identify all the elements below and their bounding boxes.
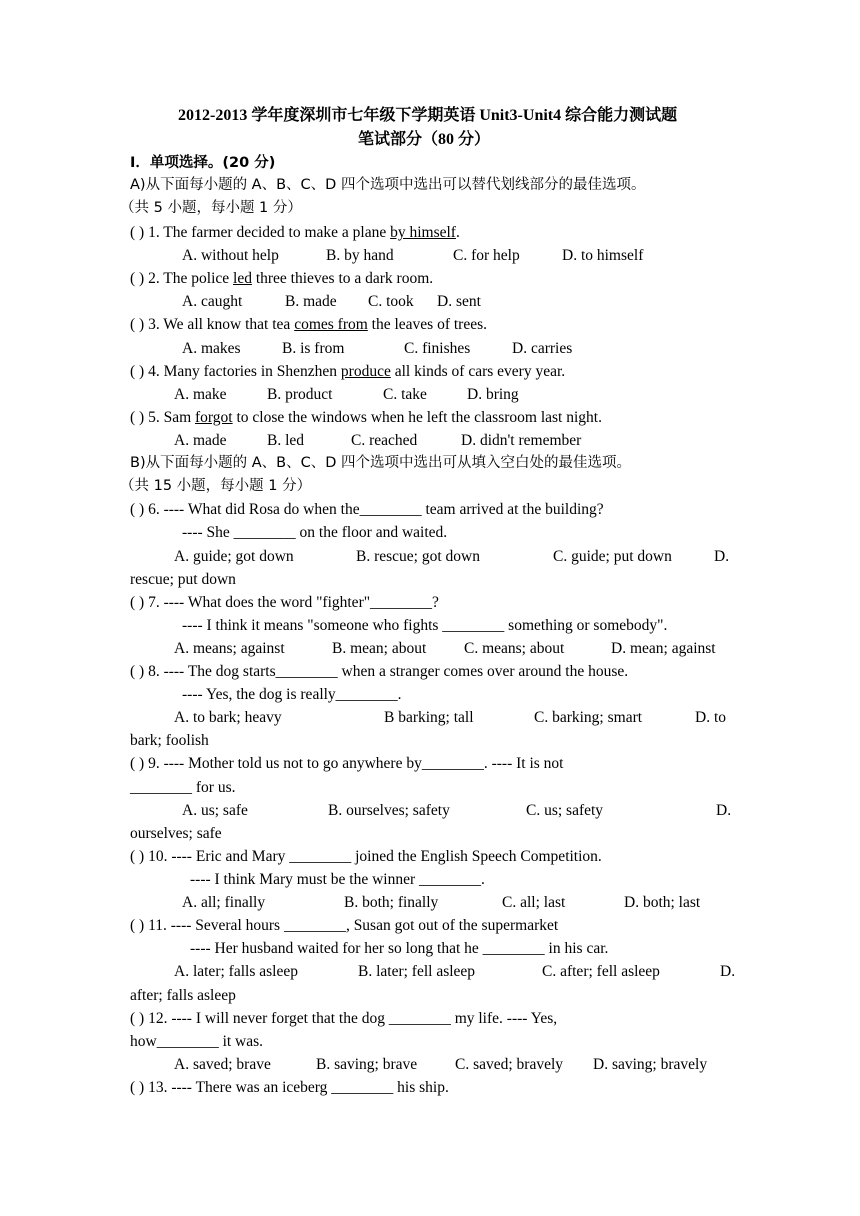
- option-d: D. both; last: [624, 894, 701, 911]
- question-12: ( ) 12. ---- I will never forget that the dog ________ my life. ---- Yes,: [130, 1010, 558, 1027]
- question-10-reply: ---- I think Mary must be the winner ________.: [190, 871, 485, 888]
- question-8: ( ) 8. ---- The dog starts________ when a stranger comes over around the house.: [130, 663, 629, 680]
- option-d: D. carries: [512, 340, 573, 357]
- option-a: A. all; finally: [182, 894, 266, 911]
- option-c: C. took: [368, 293, 414, 310]
- underlined-phrase: forgot: [195, 409, 233, 426]
- option-d: D. sent: [437, 293, 481, 310]
- option-b: B. rescue; got down: [356, 548, 480, 565]
- option-c: C. means; about: [464, 640, 565, 657]
- question-10: ( ) 10. ---- Eric and Mary ________ joined the English Speech Competition.: [130, 848, 602, 865]
- option-c: C. guide; put down: [553, 548, 672, 565]
- question-11-reply: ---- Her husband waited for her so long that he ________ in his car.: [190, 940, 609, 957]
- option-b: B barking; tall: [384, 709, 474, 726]
- question-9-stem: ( ) 9. ---- Mother told us not to go anywhere by________. ---- It is not: [130, 755, 564, 772]
- question-8-option-d-cont: bark; foolish: [130, 732, 209, 749]
- question-8-reply: ---- Yes, the dog is really________.: [182, 686, 402, 703]
- option-c: C. all; last: [502, 894, 566, 911]
- underlined-phrase: comes from: [294, 316, 368, 333]
- section-heading: I．单项选择。(20 分): [130, 155, 276, 171]
- part-b-instructions: B)从下面每小题的 A、B、C、D 四个选项中选出可从填入空白处的最佳选项。: [130, 455, 631, 471]
- option-d: D. to himself: [562, 247, 644, 264]
- option-a: A. us; safe: [182, 802, 248, 819]
- question-9-cont: ________ for us.: [130, 779, 236, 796]
- option-a: A. to bark; heavy: [174, 709, 282, 726]
- question-6-option-d-cont: rescue; put down: [130, 571, 236, 588]
- option-b: B. made: [285, 293, 337, 310]
- underlined-phrase: led: [233, 270, 252, 287]
- part-a-scoring: （共 5 小题，每小题 1 分）: [120, 200, 302, 216]
- option-c: C. for help: [453, 247, 520, 264]
- option-c: C. saved; bravely: [455, 1056, 564, 1073]
- question-7: ( ) 7. ---- What does the word "fighter"________?: [130, 594, 439, 611]
- option-c: C. take: [383, 386, 427, 403]
- question-9-option-d-cont: ourselves; safe: [130, 825, 222, 842]
- part-b-scoring: （共 15 小题，每小题 1 分）: [120, 478, 312, 494]
- option-d: D.: [714, 548, 730, 565]
- option-c: C. after; fell asleep: [542, 963, 660, 980]
- option-b: B. is from: [282, 340, 345, 357]
- underlined-phrase: by himself: [390, 224, 456, 241]
- option-c: C. us; safety: [526, 802, 604, 819]
- option-b: B. saving; brave: [316, 1056, 418, 1073]
- option-b: B. by hand: [326, 247, 394, 264]
- option-d: D. to: [695, 709, 726, 726]
- option-c: C. barking; smart: [534, 709, 643, 726]
- exam-title: 2012-2013 学年度深圳市七年级下学期英语 Unit3-Unit4 综合能力测试题: [178, 107, 678, 124]
- option-d: D. mean; against: [611, 640, 716, 657]
- option-a: A. makes: [182, 340, 241, 357]
- option-d: D. saving; bravely: [593, 1056, 708, 1073]
- option-b: B. both; finally: [344, 894, 439, 911]
- question-12-cont: how________ it was.: [130, 1033, 264, 1050]
- question-5: ( ) 5. Sam forgot to close the windows when he left the classroom last night.: [130, 409, 602, 426]
- option-a: A. means; against: [174, 640, 285, 657]
- option-b: B. ourselves; safety: [328, 802, 450, 819]
- option-d: D.: [720, 963, 736, 980]
- option-b: B. later; fell asleep: [358, 963, 476, 980]
- option-b: B. mean; about: [332, 640, 427, 657]
- option-a: A. made: [174, 432, 227, 449]
- option-c: C. finishes: [404, 340, 471, 357]
- question-7-reply: ---- I think it means "someone who fights ________ something or somebody".: [182, 617, 668, 634]
- option-a: A. saved; brave: [174, 1056, 271, 1073]
- option-a: A. later; falls asleep: [174, 963, 298, 980]
- question-3: ( ) 3. We all know that tea comes from the leaves of trees.: [130, 316, 488, 333]
- option-d: D.: [716, 802, 732, 819]
- option-b: B. led: [267, 432, 305, 449]
- exam-subtitle: 笔试部分（80 分）: [358, 131, 491, 148]
- option-a: A. guide; got down: [174, 548, 294, 565]
- question-6-reply: ---- She ________ on the floor and waited.: [182, 524, 448, 541]
- question-11: ( ) 11. ---- Several hours ________, Susan got out of the supermarket: [130, 917, 559, 934]
- option-d: D. bring: [467, 386, 519, 403]
- underlined-phrase: produce: [340, 363, 391, 380]
- question-11-option-d-cont: after; falls asleep: [130, 987, 236, 1004]
- question-4: ( ) 4. Many factories in Shenzhen produce all kinds of cars every year.: [130, 363, 566, 380]
- option-d: D. didn't remember: [461, 432, 582, 449]
- option-c: C. reached: [351, 432, 418, 449]
- part-a-instructions: A)从下面每小题的 A、B、C、D 四个选项中选出可以替代划线部分的最佳选项。: [130, 177, 646, 193]
- question-6: ( ) 6. ---- What did Rosa do when the________ team arrived at the building?: [130, 501, 604, 518]
- question-2: ( ) 2. The police led three thieves to a dark room.: [130, 270, 434, 287]
- option-a: A. caught: [182, 293, 243, 310]
- question-1: ( ) 1. The farmer decided to make a plane by himself.: [130, 224, 460, 241]
- question-13: ( ) 13. ---- There was an iceberg ________ his ship.: [130, 1079, 449, 1096]
- option-b: B. product: [267, 386, 333, 403]
- option-a: A. make: [174, 386, 227, 403]
- option-a: A. without help: [182, 247, 279, 264]
